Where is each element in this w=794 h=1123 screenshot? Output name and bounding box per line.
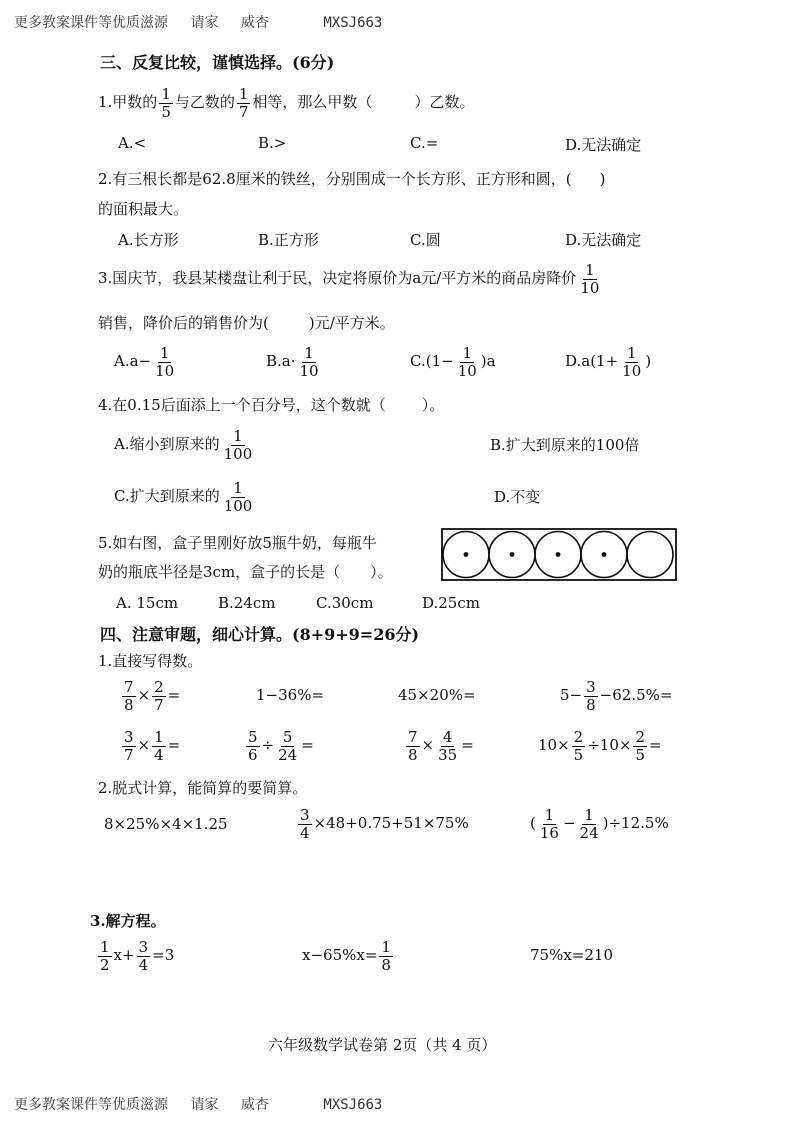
question-5-line1: 5.如右图，盒子里刚好放5瓶牛奶，每瓶牛 [98,534,377,552]
calc-step-c: ( $\frac{1}{16}$ − $\frac{1}{24}$ )÷12.5% [530,805,669,842]
q1-option-a: A.< [118,134,147,152]
calc-step-a: 8×25%×4×1.25 [104,815,228,833]
calc-r1-d: 5− $\frac{3}{8}$ −62.5%= [560,677,673,714]
calc-r2-d: 10× $\frac{2}{5}$ ÷10× $\frac{2}{5}$ = [538,727,662,764]
part-3-title: 3.解方程。 [90,912,166,930]
q3-option-c: C.(1− $\frac{1}{10}$ )a [410,343,496,380]
q4-option-d: D.不变 [494,488,541,506]
q4-option-b: B.扩大到原来的100倍 [490,436,640,454]
section-three-title: 三、反复比较，谨慎选择。(6分) [100,53,335,72]
fraction: $\frac{1}{10}$ [155,343,175,380]
q2-option-b: B.正方形 [258,231,319,249]
q1-text: 相等，那么甲数（ [252,93,373,111]
section-four-title: 四、注意审题，细心计算。(8+9+9=26分) [100,625,420,644]
part-2-title: 2.脱式计算，能简算的要简算。 [98,779,308,797]
fraction: $\frac{1}{10}$ [622,343,642,380]
equation-b: x−65%x= $\frac{1}{8}$ [302,937,391,974]
center-dot [602,552,607,557]
equation-c: 75%x=210 [530,946,613,964]
watermark-text: 威杏 [240,15,269,31]
calc-r1-c: 45×20%= [398,686,476,704]
fraction: $\frac{1}{10}$ [457,343,477,380]
q5-option-d: D.25cm [422,594,480,612]
part-1-title: 1.直接写得数。 [98,652,203,670]
q2-option-c: C.圆 [410,231,441,249]
page-footer: 六年级数学试卷第 2页（共 4 页） [268,1036,497,1054]
calc-r2-b: $\frac{5}{6}$ ÷ $\frac{5}{24}$ = [248,727,314,764]
calc-r1-b: 1−36%= [256,686,325,704]
watermark-code: MXSJ663 [323,15,383,31]
q1-text: 与乙数的 [174,93,235,111]
question-1 [98,84,474,120]
q4-option-c: C.扩大到原来的 $\frac{1}{100}$ [114,478,253,515]
q2-option-d: D.无法确定 [565,231,642,249]
q1-option-c: C.= [410,134,439,152]
q1-option-d: D.无法确定 [565,136,642,154]
q5-option-c: C.30cm [316,594,374,612]
question-2-line2: 的面积最大。 [98,200,189,218]
fraction: $\frac{1}{5}$ [161,84,171,121]
calc-r1-a: $\frac{7}{8}$ × $\frac{2}{7}$ = [124,677,181,714]
calc-step-b: $\frac{3}{4}$ ×48+0.75+51×75% [300,805,469,842]
equation-a: $\frac{1}{2}$ x+ $\frac{3}{4}$ =3 [100,937,175,974]
q5-option-a: A. 15cm [116,594,179,612]
calc-r2-a: $\frac{3}{7}$ × $\frac{1}{4}$ = [124,727,181,764]
fraction: $\frac{1}{10}$ [299,343,319,380]
fraction: $\frac{1}{7}$ [238,84,249,121]
center-dot [510,552,515,557]
question-4: 4.在0.15后面添上一个百分号，这个数就（ ）。 [98,396,445,414]
watermark-text: 威杏 [240,1097,269,1113]
q3-option-a: A.a− $\frac{1}{10}$ [114,343,175,380]
question-5-line2: 奶的瓶底半径是3cm，盒子的长是（ ）。 [98,563,393,581]
q5-option-b: B.24cm [218,594,276,612]
question-3-line2: 销售，降价后的销售价为( )元/平方米。 [98,314,395,332]
q1-text: 1.甲数的 [98,93,158,111]
milk-box-diagram [440,527,680,583]
q4-option-a: A.缩小到原来的 $\frac{1}{100}$ [114,426,253,463]
q3-option-d: D.a(1+ $\frac{1}{10}$ ) [565,343,652,380]
watermark-top [14,12,382,32]
fraction: $\frac{1}{100}$ [223,478,253,515]
fraction: $\frac{1}{100}$ [223,426,253,463]
watermark-bottom [14,1094,382,1114]
watermark-text: 更多教案课件等优质滋源 [14,15,168,31]
watermark-text: 请家 [190,1097,219,1113]
q1-text: ）乙数。 [414,93,475,111]
q2-option-a: A.长方形 [118,231,179,249]
q3-option-b: B.a· $\frac{1}{10}$ [266,343,319,380]
fraction: $\frac{1}{10}$ [580,260,600,297]
calc-r2-c: $\frac{7}{8}$ × $\frac{4}{35}$ = [408,727,474,764]
watermark-code: MXSJ663 [323,1097,383,1113]
center-dot [556,552,561,557]
question-2-line1: 2.有三根长都是62.8厘米的铁丝，分别围成一个长方形、正方形和圆，( ) [98,170,606,188]
q1-option-b: B.> [258,134,287,152]
question-3-line1: 3.国庆节，我县某楼盘让利于民，决定将原价为a元/平方米的商品房降价 $\frac{1}{10}$ [98,260,600,297]
watermark-text: 更多教案课件等优质滋源 [14,1097,168,1113]
center-dot [464,552,469,557]
watermark-text: 请家 [190,15,219,31]
bottle-circle [627,532,673,578]
